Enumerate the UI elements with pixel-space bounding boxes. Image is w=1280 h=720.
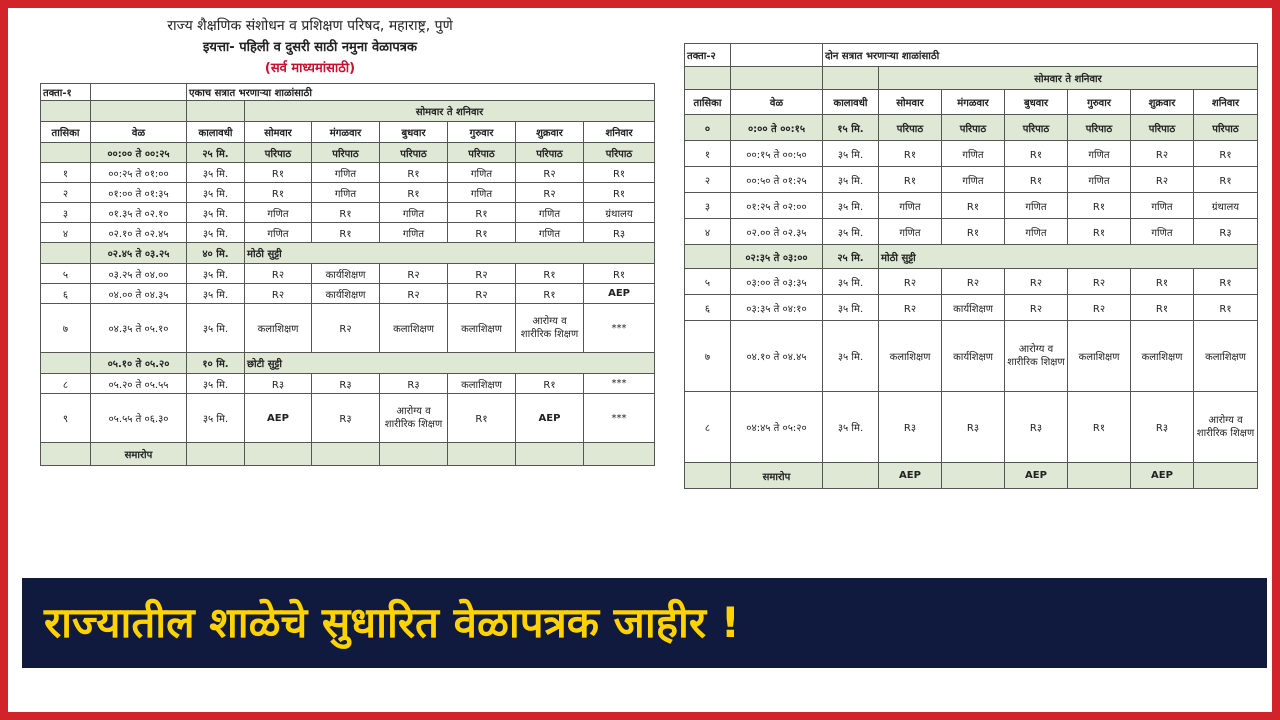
duration: ३५ मि. (823, 321, 879, 392)
subject-cell: R२ (879, 269, 942, 295)
table-row (685, 321, 1258, 392)
period-number: ६ (41, 284, 91, 304)
column-header: कालावधी (187, 122, 245, 143)
time-slot: ०५.२० ते ०५.५५ (91, 374, 187, 394)
table-row (685, 463, 1258, 489)
time-slot: ०२.०० ते ०२.३५ (731, 219, 823, 245)
table-cell (187, 443, 245, 466)
subject-cell: R२ (1068, 295, 1131, 321)
subject-cell: R१ (1068, 392, 1131, 463)
column-header: मंगळवार (312, 122, 380, 143)
subject-cell: गणित (1131, 193, 1194, 219)
column-header: शुक्रवार (516, 122, 584, 143)
time-slot: ०३:०० ते ०३:३५ (731, 269, 823, 295)
subject-cell: R१ (1005, 167, 1068, 193)
column-header: कालावधी (823, 90, 879, 115)
subject-cell: R२ (245, 264, 312, 284)
column-header: शुक्रवार (1131, 90, 1194, 115)
time-slot: ०२.१० ते ०२.४५ (91, 223, 187, 243)
period-number: ७ (685, 321, 731, 392)
period-number: ८ (41, 374, 91, 394)
period-number: २ (685, 167, 731, 193)
subject-cell: कलाशिक्षण (879, 321, 942, 392)
period-number: ३ (685, 193, 731, 219)
duration: ३५ मि. (187, 264, 245, 284)
break-label: मोठी सुट्टी (245, 243, 655, 264)
table-cell (823, 463, 879, 489)
subject-cell: कलाशिक्षण (448, 374, 516, 394)
table-row (41, 353, 655, 374)
subject-cell: R२ (448, 264, 516, 284)
subject-cell: R३ (1194, 219, 1258, 245)
subject-cell: आरोग्य व शारीरिक शिक्षण (1005, 321, 1068, 392)
subject-cell: R१ (584, 163, 655, 183)
break-duration: ४० मि. (187, 243, 245, 264)
subject-cell: गणित (879, 193, 942, 219)
subject-cell: गणित (1005, 219, 1068, 245)
table-row (41, 374, 655, 394)
table-cell (91, 84, 187, 101)
subject-cell: R२ (312, 304, 380, 353)
table-row (41, 122, 655, 143)
subject-cell: परिपाठ (1005, 115, 1068, 141)
table-row (685, 67, 1258, 90)
subject-cell: R१ (1131, 269, 1194, 295)
column-header: गुरुवार (1068, 90, 1131, 115)
table-row (685, 90, 1258, 115)
period-number (41, 143, 91, 163)
table-label: तक्ता-२ (685, 44, 731, 67)
table-cell (685, 463, 731, 489)
subject-cell: गणित (516, 203, 584, 223)
subject-cell: R२ (1131, 167, 1194, 193)
subject-cell: गणित (516, 223, 584, 243)
period-number: २ (41, 183, 91, 203)
subject-cell: *** (584, 304, 655, 353)
duration: ३५ मि. (823, 219, 879, 245)
column-header: वेळ (91, 122, 187, 143)
subject-cell: R१ (448, 223, 516, 243)
table-cell (41, 101, 91, 122)
subject-cell: R३ (879, 392, 942, 463)
duration: ३५ मि. (187, 284, 245, 304)
subject-cell: R२ (1131, 141, 1194, 167)
subject-cell: गणित (245, 203, 312, 223)
break-duration: २५ मि. (823, 245, 879, 269)
subject-cell: गणित (245, 223, 312, 243)
subject-cell: कलाशिक्षण (1131, 321, 1194, 392)
period-number: ५ (41, 264, 91, 284)
subject-cell: गणित (1068, 167, 1131, 193)
subject-cell: परिपाठ (448, 143, 516, 163)
subject-cell: R२ (245, 284, 312, 304)
subject-cell: R३ (584, 223, 655, 243)
closing-cell (1068, 463, 1131, 489)
table-row (685, 115, 1258, 141)
table-row (685, 295, 1258, 321)
table-row (41, 284, 655, 304)
duration: ३५ मि. (187, 394, 245, 443)
table-cell (731, 44, 823, 67)
table-cell (187, 101, 245, 122)
subject-cell: परिपाठ (1194, 115, 1258, 141)
subject-cell: R२ (380, 264, 448, 284)
duration: ३५ मि. (187, 374, 245, 394)
closing-cell (942, 463, 1005, 489)
period-number: ४ (41, 223, 91, 243)
time-slot: ०४.३५ ते ०५.१० (91, 304, 187, 353)
days-range-label: सोमवार ते शनिवार (879, 67, 1258, 90)
time-slot: ०३.२५ ते ०४.०० (91, 264, 187, 284)
period-number: ७ (41, 304, 91, 353)
subject-cell: R१ (516, 284, 584, 304)
header-subtitle: इयत्ता- पहिली व दुसरी साठी नमुना वेळापत्रक (203, 40, 417, 55)
break-label: मोठी सुट्टी (879, 245, 1258, 269)
subject-cell: R२ (1005, 295, 1068, 321)
subject-cell: R१ (448, 203, 516, 223)
subject-cell: R१ (1194, 269, 1258, 295)
subject-cell: परिपाठ (516, 143, 584, 163)
table-row (41, 304, 655, 353)
subject-cell: कलाशिक्षण (245, 304, 312, 353)
subject-cell: R१ (1194, 141, 1258, 167)
subject-cell: R१ (245, 163, 312, 183)
period-number: ३ (41, 203, 91, 223)
column-header: गुरुवार (448, 122, 516, 143)
subject-cell: R३ (245, 374, 312, 394)
subject-cell: R३ (1131, 392, 1194, 463)
closing-label: समारोप (731, 463, 823, 489)
table-row (685, 141, 1258, 167)
subject-cell: R१ (1068, 193, 1131, 219)
subject-cell: R१ (1194, 167, 1258, 193)
closing-cell (516, 443, 584, 466)
table-row (41, 183, 655, 203)
table-row (41, 101, 655, 122)
subject-cell: R२ (1068, 269, 1131, 295)
header-medium-note: (सर्व माध्यमांसाठी) (264, 61, 356, 76)
table-cell (91, 101, 187, 122)
time-slot: ००:५० ते ०१:२५ (731, 167, 823, 193)
closing-cell (1194, 463, 1258, 489)
table-row (41, 84, 655, 101)
subject-cell: R१ (312, 223, 380, 243)
subject-cell: गणित (312, 183, 380, 203)
column-header: बुधवार (1005, 90, 1068, 115)
headline-text: राज्यातील शाळेचे सुधारित वेळापत्रक जाहीर ! (44, 598, 740, 647)
table-cell (823, 67, 879, 90)
closing-cell (245, 443, 312, 466)
duration: ३५ मि. (823, 269, 879, 295)
column-header: तासिका (685, 90, 731, 115)
closing-label: समारोप (91, 443, 187, 466)
subject-cell: R१ (380, 183, 448, 203)
subject-cell: R२ (516, 183, 584, 203)
subject-cell: कलाशिक्षण (1194, 321, 1258, 392)
table-row (41, 394, 655, 443)
days-range-label: सोमवार ते शनिवार (245, 101, 655, 122)
subject-cell: गणित (879, 219, 942, 245)
subject-cell: परिपाठ (879, 115, 942, 141)
table-row (685, 193, 1258, 219)
timetable-two-session (684, 43, 1258, 489)
table-row (41, 243, 655, 264)
time-slot: ०१:२५ ते ०२:०० (731, 193, 823, 219)
subject-cell: R१ (312, 203, 380, 223)
subject-cell: R१ (942, 219, 1005, 245)
subject-cell: *** (584, 394, 655, 443)
column-header: सोमवार (879, 90, 942, 115)
subject-cell: R१ (1194, 295, 1258, 321)
subject-cell: गणित (1131, 219, 1194, 245)
break-time: ०२.४५ ते ०३.२५ (91, 243, 187, 264)
closing-cell: AEP (1131, 463, 1194, 489)
duration: ३५ मि. (823, 193, 879, 219)
subject-cell: R२ (1005, 269, 1068, 295)
subject-cell: AEP (584, 284, 655, 304)
subject-cell: गणित (312, 163, 380, 183)
subject-cell: आरोग्य व शारीरिक शिक्षण (1194, 392, 1258, 463)
time-slot: ०३:३५ ते ०४:१० (731, 295, 823, 321)
subject-cell: परिपाठ (942, 115, 1005, 141)
subject-cell: कार्यशिक्षण (942, 321, 1005, 392)
table-title: एकाच सत्रात भरणाऱ्या शाळांसाठी (187, 84, 655, 101)
subject-cell: कलाशिक्षण (1068, 321, 1131, 392)
subject-cell: R१ (516, 264, 584, 284)
closing-cell (584, 443, 655, 466)
break-time: ०५.१० ते ०५.२० (91, 353, 187, 374)
duration: ३५ मि. (187, 304, 245, 353)
closing-cell: AEP (879, 463, 942, 489)
subject-cell: AEP (245, 394, 312, 443)
table-row (41, 163, 655, 183)
time-slot: ००:०० ते ००:२५ (91, 143, 187, 163)
subject-cell: गणित (1005, 193, 1068, 219)
column-header: वेळ (731, 90, 823, 115)
break-time: ०२:३५ ते ०३:०० (731, 245, 823, 269)
subject-cell: R१ (584, 264, 655, 284)
time-slot: ००:१५ ते ००:५० (731, 141, 823, 167)
subject-cell: परिपाठ (1068, 115, 1131, 141)
time-slot: ०:०० ते ००:१५ (731, 115, 823, 141)
table-row (41, 264, 655, 284)
subject-cell: R१ (942, 193, 1005, 219)
subject-cell: कार्यशिक्षण (312, 284, 380, 304)
duration: ३५ मि. (187, 183, 245, 203)
subject-cell: कलाशिक्षण (380, 304, 448, 353)
duration: ३५ मि. (823, 295, 879, 321)
subject-cell: R२ (942, 269, 1005, 295)
subject-cell: R१ (516, 374, 584, 394)
subject-cell: R१ (1005, 141, 1068, 167)
subject-cell: कलाशिक्षण (448, 304, 516, 353)
subject-cell: R३ (1005, 392, 1068, 463)
subject-cell: कार्यशिक्षण (942, 295, 1005, 321)
table-row (685, 269, 1258, 295)
time-slot: ०१.३५ ते ०२.१० (91, 203, 187, 223)
subject-cell: R१ (245, 183, 312, 203)
period-number: ० (685, 115, 731, 141)
header-org-name: राज्य शैक्षणिक संशोधन व प्रशिक्षण परिषद, महाराष्ट्र, पुणे (167, 18, 453, 34)
subject-cell: R३ (312, 374, 380, 394)
table-row (41, 203, 655, 223)
subject-cell: परिपाठ (380, 143, 448, 163)
subject-cell: परिपाठ (245, 143, 312, 163)
table-row (41, 443, 655, 466)
subject-cell: गणित (448, 183, 516, 203)
time-slot: ००:२५ ते ०१:०० (91, 163, 187, 183)
period-number: १ (41, 163, 91, 183)
period-number: ४ (685, 219, 731, 245)
table-row (685, 392, 1258, 463)
subject-cell: आरोग्य व शारीरिक शिक्षण (380, 394, 448, 443)
duration: १५ मि. (823, 115, 879, 141)
subject-cell: गणित (1068, 141, 1131, 167)
subject-cell: *** (584, 374, 655, 394)
subject-cell: गणित (380, 223, 448, 243)
subject-cell: R१ (879, 141, 942, 167)
subject-cell: R३ (942, 392, 1005, 463)
time-slot: ०५.५५ ते ०६.३० (91, 394, 187, 443)
table-row (41, 143, 655, 163)
table-cell (41, 353, 91, 374)
table-row (685, 167, 1258, 193)
table-row (41, 223, 655, 243)
time-slot: ०१:०० ते ०१:३५ (91, 183, 187, 203)
break-duration: १० मि. (187, 353, 245, 374)
column-header: तासिका (41, 122, 91, 143)
time-slot: ०४.१० ते ०४.४५ (731, 321, 823, 392)
subject-cell: कार्यशिक्षण (312, 264, 380, 284)
subject-cell: R२ (448, 284, 516, 304)
table-row (685, 44, 1258, 67)
subject-cell: R१ (584, 183, 655, 203)
period-number: ८ (685, 392, 731, 463)
headline-banner (22, 578, 1267, 668)
subject-cell: गणित (380, 203, 448, 223)
period-number: ९ (41, 394, 91, 443)
closing-cell (380, 443, 448, 466)
period-number: १ (685, 141, 731, 167)
subject-cell: गणित (448, 163, 516, 183)
document-header (80, 16, 540, 79)
column-header: शनिवार (1194, 90, 1258, 115)
subject-cell: R१ (1068, 219, 1131, 245)
subject-cell: गणित (942, 167, 1005, 193)
subject-cell: R१ (380, 163, 448, 183)
subject-cell: R१ (1131, 295, 1194, 321)
subject-cell: परिपाठ (1131, 115, 1194, 141)
subject-cell: गणित (942, 141, 1005, 167)
column-header: मंगळवार (942, 90, 1005, 115)
timetable-single-session (40, 83, 655, 466)
subject-cell: R३ (380, 374, 448, 394)
break-label: छोटी सुट्टी (245, 353, 655, 374)
period-number: ६ (685, 295, 731, 321)
table-cell (731, 67, 823, 90)
period-number: ५ (685, 269, 731, 295)
closing-cell (312, 443, 380, 466)
duration: ३५ मि. (823, 141, 879, 167)
duration: २५ मि. (187, 143, 245, 163)
closing-cell: AEP (1005, 463, 1068, 489)
duration: ३५ मि. (823, 167, 879, 193)
subject-cell: ग्रंथालय (1194, 193, 1258, 219)
table-row (685, 219, 1258, 245)
subject-cell: R३ (312, 394, 380, 443)
subject-cell: R१ (448, 394, 516, 443)
subject-cell: AEP (516, 394, 584, 443)
subject-cell: परिपाठ (584, 143, 655, 163)
closing-cell (448, 443, 516, 466)
table-label: तक्ता-१ (41, 84, 91, 101)
table-cell (41, 443, 91, 466)
subject-cell: आरोग्य व शारीरिक शिक्षण (516, 304, 584, 353)
duration: ३५ मि. (823, 392, 879, 463)
duration: ३५ मि. (187, 203, 245, 223)
column-header: सोमवार (245, 122, 312, 143)
table-cell (685, 67, 731, 90)
duration: ३५ मि. (187, 223, 245, 243)
subject-cell: R२ (516, 163, 584, 183)
table-cell (685, 245, 731, 269)
duration: ३५ मि. (187, 163, 245, 183)
subject-cell: R२ (879, 295, 942, 321)
table-cell (41, 243, 91, 264)
column-header: शनिवार (584, 122, 655, 143)
subject-cell: परिपाठ (312, 143, 380, 163)
subject-cell: ग्रंथालय (584, 203, 655, 223)
time-slot: ०४:४५ ते ०५:२० (731, 392, 823, 463)
table-row (685, 245, 1258, 269)
subject-cell: R२ (380, 284, 448, 304)
column-header: बुधवार (380, 122, 448, 143)
table-title: दोन सत्रात भरणाऱ्या शाळांसाठी (823, 44, 1258, 67)
time-slot: ०४.०० ते ०४.३५ (91, 284, 187, 304)
subject-cell: R१ (879, 167, 942, 193)
